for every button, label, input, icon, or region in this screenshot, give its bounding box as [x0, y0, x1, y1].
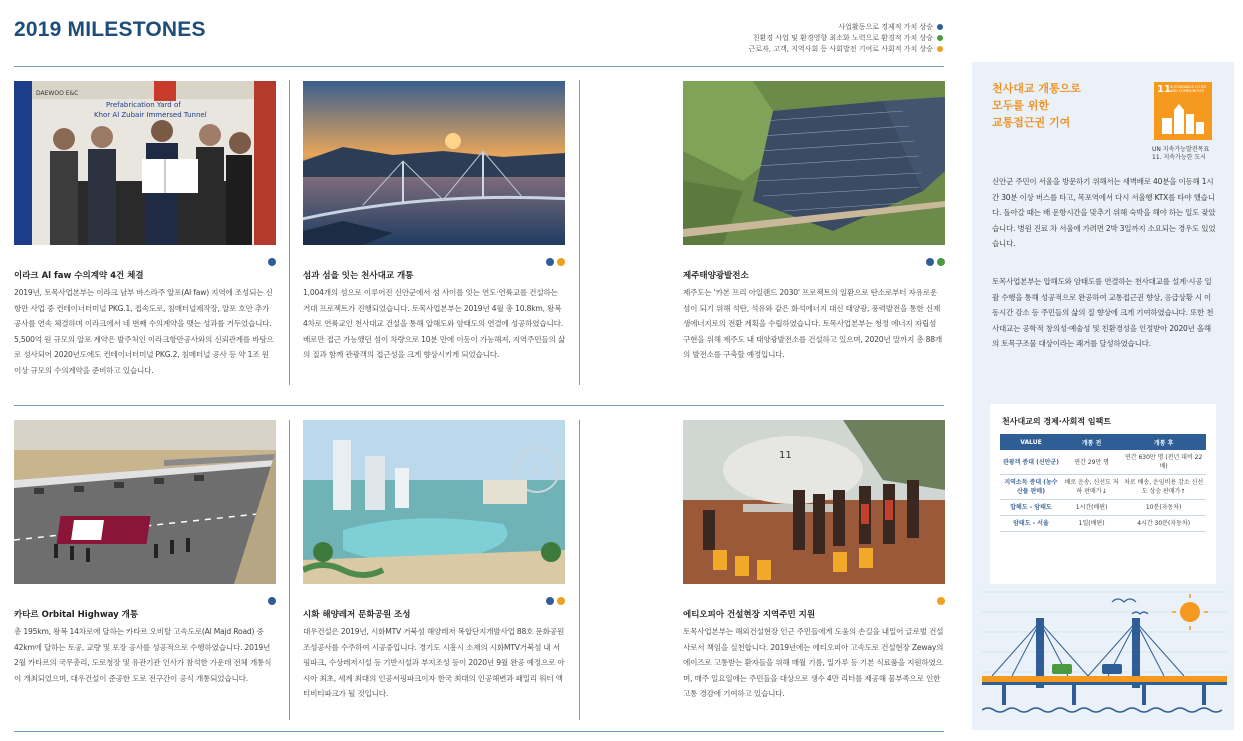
- orange-dot-icon: [937, 597, 945, 605]
- bridge-sunset-photo: [303, 81, 565, 245]
- value-dots: [683, 251, 945, 265]
- legend-item-economic: 사업활동으로 경제적 가치 상승: [748, 22, 943, 33]
- legend: [748, 22, 943, 55]
- orange-dot-icon: [937, 46, 943, 52]
- table-header: 개통 후: [1121, 434, 1206, 450]
- water-park-rendering: [303, 420, 565, 584]
- blue-dot-icon: [546, 597, 554, 605]
- table-header: 개통 전: [1062, 434, 1121, 450]
- column-divider: [579, 420, 580, 720]
- card-title: 이라크 Al faw 수의계약 4건 체결: [14, 271, 144, 281]
- highway-opening-photo: [14, 420, 276, 584]
- sidebar-title: 천사대교 개통으로 모두를 위한 교통접근권 기여: [992, 82, 1081, 129]
- card-title: 시화 해양레저 문화공원 조성: [303, 610, 411, 620]
- value-dots: [14, 590, 276, 604]
- table-row: 관광객 증대 (신안군) 연간 29만 명 연간 630만 명 (전년 대비 22배): [1000, 450, 1206, 475]
- blue-dot-icon: [268, 597, 276, 605]
- milestone-card-ethiopia: [683, 420, 945, 702]
- banner-text: Khor Al Zubair Immersed Tunnel: [94, 111, 207, 119]
- column-divider: [289, 80, 290, 385]
- green-dot-icon: [937, 258, 945, 266]
- legend-item-environmental: 친환경 사업 및 환경영향 최소화 노력으로 환경적 가치 상승: [748, 33, 943, 44]
- legend-item-social: 근로자, 고객, 지역사회 등 사회발전 기여로 사회적 가치 상승: [748, 44, 943, 55]
- solar-farm-photo: [683, 81, 945, 245]
- card-body: 제주도는 '카본 프리 아일랜드 2030' 프로젝트의 일환으로 탄소로부터 자유로운 섬이 되기 위해 석탄, 석유와 같은 화석에너지 대신 태양광, 풍력발전을 통한 신재생에너지로의 전환 계획을 수립하였습니다. 토목사업본부는 청정 에너지 자립섬 구현을 위해 제주도 내 태양광발전소를 건설하고 있으며, 2020년 말까지 총 88개의 발전소를 구축할 예정입니다.: [683, 288, 943, 359]
- sidebar-paragraph: 토목사업본부는 압해도와 암태도를 연결하는 천사대교를 설계·시공 일괄 수행을 통해 성공적으로 완공하여 교통접근권 향상, 응급상황 시 이동시간 감소 등 주민들의 삶의 질 향상에 크게 기여하였습니다. 또한 천사대교는 공학적 창의성·예술성 및 친환경성을 인정받아 2020년 올해의 토목구조물 대상이라는 쾌거를 달성하였습니다.: [992, 277, 1214, 348]
- value-dots: [303, 590, 565, 604]
- card-body: 총 195km, 왕복 14차로에 달하는 카타르 오비탈 고속도로(Al Majd Road) 중 42km에 달하는 토공, 교량 및 포장 공사를 성공적으로 수행하였습니다. 2019년 2월 카타르의 국무총리, 도로청장 및 유관기관 인사가 참석한 가운데 전체 개통식이 개최되었으며, 대우건설이 준공한 도로 전구간이 공식 개통되었습니다.: [14, 627, 272, 683]
- impact-table: [1000, 434, 1206, 532]
- top-divider: [14, 66, 944, 67]
- column-divider: [289, 420, 290, 720]
- milestone-card-qatar: [14, 420, 276, 686]
- sidebar-paragraph: 신안군 주민이 서울을 방문하기 위해서는 새벽배로 40분을 이동해 1시간 30분 이상 버스를 타고, 목포역에서 다시 서울행 KTX를 타야 했습니다. 돌아갈 때는 배 운항시간을 맞추기 위해 숙박을 해야 하는 일도 잦았습니다. 병원 진료 차 서울에 가려면 2박 3일까지 소요되는 경우도 있었습니다.: [992, 177, 1216, 248]
- table-row: 암태도 - 서울 1일(배편) 4시간 30분(자동차): [1000, 516, 1206, 532]
- milestone-card-iraq: [14, 81, 276, 378]
- sidebar-panel: [972, 62, 1234, 730]
- bottom-divider: [14, 731, 944, 732]
- table-header: VALUE: [1000, 434, 1062, 450]
- tank-number: 11: [779, 450, 792, 461]
- card-body: 1,004개의 섬으로 이루어진 신안군에서 섬 사이를 잇는 연도·연륙교를 건설하는 거대 프로젝트가 진행되었습니다. 토목사업본부는 2019년 4월 총 10.8km, 왕복 4차로 연륙교인 천사대교 건설을 통해 압해도와 암태도의 연결에 성공하였습니다. 배로만 접근 가능했던 섬이 차량으로 10분 만에 이동이 가능해져, 지역주민들의 삶의 질과 함께 관광객의 접근성을 크게 향상시키게 되었습니다.: [303, 288, 565, 359]
- blue-dot-icon: [546, 258, 554, 266]
- value-dots: [683, 590, 945, 604]
- orange-dot-icon: [557, 597, 565, 605]
- sdg-caption: UN 지속가능발전목표 11. 지속가능한 도시: [1152, 146, 1210, 161]
- orange-dot-icon: [557, 258, 565, 266]
- table-row: 압해도 - 암태도 1시간(배편) 10분(자동차): [1000, 500, 1206, 516]
- blue-dot-icon: [937, 24, 943, 30]
- green-dot-icon: [937, 35, 943, 41]
- card-body: 대우건설은 2019년, 시화MTV 거북섬 해양레저 복합단지개발사업 88호 문화공원 조성공사를 수주하여 시공중입니다. 경기도 시흥시 소재의 시화MTV거북섬 내 서핑파크, 수상레저시설 등 기반시설과 부지조성 등이 2020년 9월 완공 예정으로 아시아 최초, 세계 최대의 인공서핑파크이자 한국 최대의 인공해변과 패밀리 워터 액티비티파크가 될 것입니다.: [303, 627, 565, 698]
- card-title: 제주태양광발전소: [683, 271, 749, 281]
- blue-dot-icon: [926, 258, 934, 266]
- impact-title: 천사대교의 경제·사회적 임팩트: [1002, 417, 1112, 426]
- card-title: 에티오피아 건설현장 지역주민 지원: [683, 610, 816, 620]
- card-body: 2019년, 토목사업본부는 이라크 남부 바스라주 알포(Al faw) 지역에 조성되는 신 항만 사업 중 컨테이너터미널 PKG.1, 접속도로, 침매터널제작장, 알포 호안 추가공사를 연속 체결하며 이라크에서 네 번째 수의계약을 맺는 성과를 거두었습니다. 5,500억 원 규모의 알포 계약은 발주처인 이라크항만공사와의 신뢰관계를 바탕으로 성사되어 2020년도에도 컨테이너터미널 PKG.2, 침매터널 공사 등 약 1조 원 이상 규모의 수의계약을 준비하고 있습니다.: [14, 288, 274, 375]
- banner-logo-text: DAEWOO E&C: [36, 90, 79, 97]
- value-dots: [14, 251, 276, 265]
- table-row: 지역소득 증대 (농수산물 판매) 배로 운송, 신선도 저하 판매가↓ 차로 배송, 운임비용 감소 신선도 상승 판매가↑: [1000, 475, 1206, 500]
- milestone-card-solar: [683, 81, 945, 363]
- iraq-signing-photo: [14, 81, 276, 245]
- milestone-card-bridge: [303, 81, 565, 363]
- banner-text: Prefabrication Yard of: [106, 101, 181, 109]
- page-title: 2019 MILESTONES: [14, 18, 206, 41]
- sdg-11-icon: 11 SUSTAINABLE CITIES AND COMMUNITIES: [1154, 82, 1212, 140]
- water-distribution-photo: [683, 420, 945, 584]
- bridge-illustration: [982, 582, 1227, 728]
- milestone-card-sihwa: [303, 420, 565, 702]
- card-title: 카타르 Orbital Highway 개통: [14, 610, 139, 620]
- blue-dot-icon: [268, 258, 276, 266]
- card-title: 섬과 섬을 잇는 천사대교 개통: [303, 271, 414, 281]
- middle-divider: [14, 405, 944, 406]
- impact-table-box: [990, 404, 1216, 584]
- value-dots: [303, 251, 565, 265]
- column-divider: [579, 80, 580, 385]
- card-body: 토목사업본부는 해외건설현장 인근 주민들에게 도움의 손길을 내밀어 글로벌 건설사로서 책임을 실천합니다. 2019년에는 에티오피아 고속도로 건설현장 Zeway의 에이즈로 고통받는 환자들을 위해 매월 기름, 밀가루 등 기본 식료품을 지원하였으며, 매주 일요일에는 주민들을 대상으로 생수 4만 리터를 제공해 물부족으로 인한 고통 경감에 기여하고 있습니다.: [683, 627, 944, 698]
